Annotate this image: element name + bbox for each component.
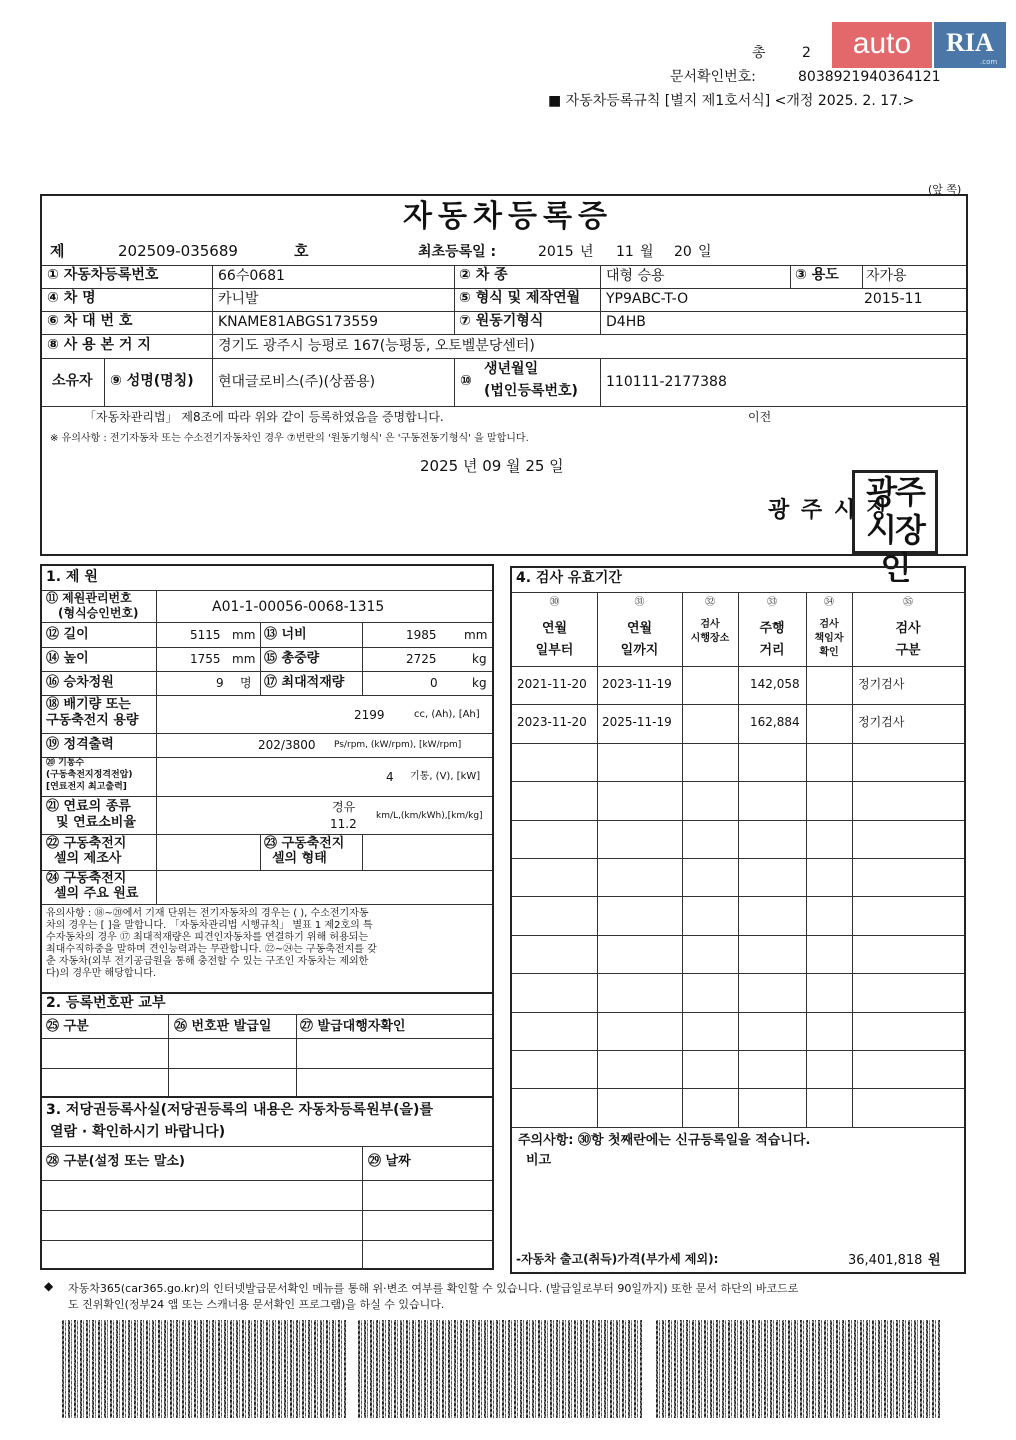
engine-type-value: D4HB <box>606 314 646 330</box>
max-load-label: ⑰ 최대적재량 <box>264 675 345 690</box>
gross-weight-label: ⑮ 총중량 <box>264 651 320 666</box>
corp-no-circle: ⑩ <box>460 373 472 389</box>
battery-form-label-2: 셀의 형태 <box>272 851 327 866</box>
inspection-grid-line <box>597 592 598 1127</box>
first-reg-month: 11 <box>616 244 634 260</box>
spec-title: 1. 제 원 <box>46 569 98 585</box>
cert-grid-line <box>600 265 601 334</box>
inspection-header-label: 검사 <box>700 619 720 630</box>
length-unit: mm <box>232 628 256 642</box>
cylinders-unit: 기통, (V), [kW] <box>410 771 481 782</box>
spec-grid-line <box>42 622 492 623</box>
lien-grid-line <box>362 1146 363 1270</box>
length-label: ⑫ 길이 <box>46 627 89 642</box>
seating-label: ⑯ 승차정원 <box>46 675 114 690</box>
lien-grid-line <box>42 1180 492 1181</box>
inspection-from-date: 2023-11-20 <box>517 715 587 729</box>
inspection-title: 4. 검사 유효기간 <box>516 570 622 586</box>
rated-output-unit: Ps/rpm, (kW/rpm), [kW/rpm] <box>334 740 462 750</box>
plate-title: 2. 등록번호판 교부 <box>46 995 166 1011</box>
official-seal: 광주시장인 <box>852 470 938 554</box>
footer-line-1: 자동차365(car365.go.kr)의 인터넷발급문서확인 메뉴를 통해 위·변조 여부를 확인할 수 있습니다. (발급일로부터 90일까지) 또한 문서 하단의 바코드로 <box>68 1282 799 1295</box>
inspection-kind: 정기검사 <box>858 715 905 729</box>
transfer-label: 이전 <box>748 410 772 424</box>
lien-box <box>40 1096 494 1270</box>
vehicle-type-label: ② 차 종 <box>459 267 508 283</box>
doc-check-label: 문서확인번호: <box>670 69 756 85</box>
inspection-grid-line <box>806 592 807 1127</box>
doc-check-number: 8038921940364121 <box>798 69 941 85</box>
corp-no-value: 110111-2177388 <box>606 374 727 390</box>
cert-grid-line <box>212 265 213 406</box>
inspection-header-label: 거리 <box>759 643 785 658</box>
height-label: ⑭ 높이 <box>46 651 89 666</box>
birth-date-label: 생년월일 <box>484 361 539 377</box>
page-total-label: 총 <box>752 45 766 61</box>
spec-grid-line <box>42 834 492 835</box>
owner-name-label: ⑨ 성명(명칭) <box>110 373 194 389</box>
usage-value: 자가용 <box>866 268 907 284</box>
inspection-header-num: ㉛ <box>634 597 645 608</box>
cert-grid-line <box>862 265 863 288</box>
spec-grid-line <box>156 590 157 904</box>
battery-material-label-2: 셀의 주요 원료 <box>54 886 139 901</box>
vehicle-name-value: 카니발 <box>218 291 259 307</box>
inspection-caution: 주의사항: ㉚항 첫째란에는 신규등록일을 적습니다. <box>518 1133 811 1148</box>
cylinders-label: ⑳ 기통수 <box>46 758 85 768</box>
inspection-grid-line <box>512 896 964 897</box>
battery-maker-label: ㉒ 구동축전지 <box>46 836 127 851</box>
spec-note-line: 유의사항 : ⑱~⑳에서 기재 단위는 전기자동차의 경우는 ( ), 수소전기자동 <box>46 908 369 919</box>
first-reg-year-unit: 년 <box>580 244 594 260</box>
remarks-label: 비고 <box>526 1153 552 1168</box>
front-side-label: (앞 쪽) <box>928 183 962 196</box>
footer-line-2: 도 진위확인(정부24 앱 또는 스캐너용 문서확인 프로그램)을 하실 수 있습니다. <box>68 1298 445 1311</box>
plate-grid-line <box>42 1068 492 1069</box>
engine-type-label: ⑦ 원동기형식 <box>459 313 544 329</box>
issue-date: 2025 년 09 월 25 일 <box>420 457 564 475</box>
corp-no-label: (법인등록번호) <box>484 383 578 399</box>
first-reg-day: 20 <box>674 244 692 260</box>
inspection-header-label: 검사 <box>819 619 839 630</box>
inspection-grid-line <box>512 743 964 744</box>
reg-number-label: ① 자동차등록번호 <box>47 267 159 283</box>
inspection-grid-line <box>852 592 853 1127</box>
model-value: YP9ABC-T-O <box>606 291 689 307</box>
certificate-title: 자동차등록증 <box>403 199 613 234</box>
lien-grid-line <box>42 1240 492 1241</box>
lien-grid-line <box>42 1146 492 1147</box>
autoria-logo-auto: auto <box>832 22 932 68</box>
fuel-cell-output-label: [연료전지 최고출력] <box>46 782 127 792</box>
inspection-grid-line <box>512 704 964 705</box>
base-location-label: ⑧ 사 용 본 거 지 <box>47 337 151 353</box>
cert-grid-line <box>42 406 966 407</box>
inspection-header-label: 일까지 <box>620 643 659 658</box>
footer-bullet: ◆ <box>44 1279 54 1293</box>
battery-material-label: ㉔ 구동축전지 <box>46 871 127 886</box>
width-label: ⑬ 너비 <box>264 627 307 642</box>
certification-statement: 「자동차관리법」 제8조에 따라 위와 같이 등록하였음을 증명합니다. <box>84 410 444 424</box>
rated-output-value: 202/3800 <box>258 738 316 752</box>
plate-grid-line <box>42 1014 492 1015</box>
spec-grid-line <box>42 671 492 672</box>
cert-note: ※ 유의사항 : 전기자동차 또는 수소전기자동차인 경우 ⑦번란의 '원동기형식' 은 '구동전동기형식' 을 말합니다. <box>50 433 529 444</box>
inspection-to-date: 2023-11-19 <box>602 677 672 691</box>
first-reg-label: 최초등록일 : <box>418 244 497 260</box>
price-unit: 원 <box>928 1253 941 1268</box>
displacement-unit: cc, (Ah), [Ah] <box>414 709 480 720</box>
inspection-header-label: 책임자 <box>814 633 844 644</box>
cert-grid-line <box>104 358 105 406</box>
inspection-grid-line <box>512 1050 964 1051</box>
reg-number-value: 66수0681 <box>218 268 285 284</box>
fuel-efficiency-value: 11.2 <box>330 817 357 831</box>
seating-unit: 명 <box>240 676 252 690</box>
first-reg-year: 2015 <box>538 244 574 260</box>
spec-note-line: 차의 경우는 [ ]을 말합니다. 「자동차관리법 시행규칙」 별표 1 제2호의 특 <box>46 920 373 931</box>
owner-name-value: 현대글로비스(주)(상품용) <box>218 374 376 390</box>
spec-mgmt-no-value: A01-1-00056-0068-1315 <box>212 599 385 615</box>
vehicle-name-label: ④ 차 명 <box>47 290 96 306</box>
inspection-grid-line <box>512 666 964 667</box>
inspection-grid-line <box>512 973 964 974</box>
cert-grid-line <box>454 265 455 334</box>
vin-value: KNAME81ABGS173559 <box>218 314 379 330</box>
issuer-name: 광 주 시 장 <box>768 498 890 523</box>
inspection-grid-line <box>512 1127 964 1128</box>
first-reg-day-unit: 일 <box>698 244 712 260</box>
spec-note-line: 춘 자동차(외부 전기공급원을 통해 충전할 수 있는 구조인 자동차는 제외한 <box>46 956 369 967</box>
height-unit: mm <box>232 652 256 666</box>
length-value: 5115 <box>190 628 221 642</box>
plate-grid-line <box>296 1014 297 1098</box>
plate-grid-line <box>42 1038 492 1039</box>
inspection-kind: 정기검사 <box>858 677 905 691</box>
inspection-to-date: 2025-11-19 <box>602 715 672 729</box>
inspection-grid-line <box>512 1088 964 1089</box>
price-label: -자동차 출고(취득)가격(부가세 제외): <box>516 1252 719 1266</box>
inspection-header-num: ㉜ <box>705 597 715 608</box>
model-label: ⑤ 형식 및 제작연월 <box>459 290 581 306</box>
inspection-header-label: 시행장소 <box>690 633 730 644</box>
max-load-value: 0 <box>430 676 438 690</box>
spec-note-line: 최대수직하중을 말하며 견인능력과는 무관합니다. ㉒~㉔는 구동축전지를 갖 <box>46 944 377 955</box>
gross-weight-unit: kg <box>472 652 487 666</box>
inspection-grid-line <box>682 592 683 1127</box>
inspection-mileage: 142,058 <box>750 677 800 691</box>
inspection-header-num: ㉝ <box>767 597 777 608</box>
inspection-from-date: 2021-11-20 <box>517 677 587 691</box>
barcode-noise <box>358 1320 642 1418</box>
cert-grid-line <box>600 358 601 406</box>
barcode-noise <box>656 1320 940 1418</box>
base-location-value: 경기도 광주시 능평로 167(능평동, 오토벨분당센터) <box>218 338 535 354</box>
cert-grid-line <box>42 288 966 289</box>
width-value: 1985 <box>406 628 437 642</box>
spec-grid-line <box>42 647 492 648</box>
price-value: 36,401,818 <box>848 1253 923 1268</box>
inspection-header-label: 일부터 <box>535 643 574 658</box>
inspection-grid-line <box>512 935 964 936</box>
autoria-logo-com: .com <box>980 58 998 66</box>
inspection-grid-line <box>512 1012 964 1013</box>
inspection-header-num: ㉚ <box>549 597 560 608</box>
fuel-efficiency-label: 및 연료소비율 <box>56 815 136 830</box>
lien-category-header: ㉘ 구분(설정 또는 말소) <box>46 1154 185 1169</box>
spec-grid-line <box>260 622 261 695</box>
lien-title-2: 열람 · 확인하시기 바랍니다) <box>50 1124 226 1140</box>
height-value: 1755 <box>190 652 221 666</box>
battery-form-label: ㉓ 구동축전지 <box>264 836 345 851</box>
cert-grid-line <box>42 265 966 266</box>
fuel-type-value: 경유 <box>332 800 356 814</box>
cert-grid-line <box>42 334 966 335</box>
form-rule: ■ 자동차등록규칙 [별지 제1호서식] <개정 2025. 2. 17.> <box>548 93 915 109</box>
inspection-header-num: ㉞ <box>824 597 834 608</box>
battery-maker-label-2: 셀의 제조사 <box>54 851 122 866</box>
inspection-grid-line <box>512 781 964 782</box>
inspection-grid-line <box>738 592 739 1127</box>
inspection-mileage: 162,884 <box>750 715 800 729</box>
inspection-header-label: 주행 <box>759 621 785 636</box>
spec-grid-line <box>362 834 363 870</box>
first-reg-month-unit: 월 <box>640 244 654 260</box>
displacement-label: ⑱ 배기량 또는 <box>46 697 131 712</box>
plate-grid-line <box>168 1014 169 1098</box>
spec-note-line: 다)의 경우만 해당합니다. <box>46 968 157 979</box>
seating-value: 9 <box>216 676 224 690</box>
cylinders-value: 4 <box>386 770 394 784</box>
lien-title: 3. 저당권등록사실(저당권등록의 내용은 자동차등록원부(을)를 <box>46 1102 433 1118</box>
cert-grid-line <box>42 358 966 359</box>
battery-capacity-label: 구동축전지 용량 <box>46 713 139 728</box>
lien-date-header: ㉙ 날짜 <box>368 1154 411 1169</box>
spec-grid-line <box>42 904 492 905</box>
plate-issue-date-header: ㉖ 번호판 발급일 <box>174 1019 272 1034</box>
usage-label: ③ 용도 <box>795 267 839 283</box>
manufacture-date: 2015-11 <box>864 291 923 307</box>
cert-number: 202509-035689 <box>118 242 238 260</box>
inspection-header-label: 확인 <box>819 647 839 658</box>
displacement-value: 2199 <box>354 708 385 722</box>
cert-grid-line <box>42 311 966 312</box>
cert-grid-line <box>454 358 455 406</box>
inspection-header-label: 연월 <box>626 621 653 636</box>
cert-no-suffix: 호 <box>294 242 309 260</box>
page-total-count: 2 <box>802 45 811 61</box>
gross-weight-value: 2725 <box>406 652 437 666</box>
fuel-efficiency-unit: km/L,(km/kWh),[km/kg] <box>376 811 483 821</box>
cert-grid-line <box>790 265 791 288</box>
spec-grid-line <box>42 796 492 797</box>
width-unit: mm <box>464 628 488 642</box>
autoria-logo-ria: RIA <box>934 22 1006 68</box>
fuel-type-label: ㉑ 연료의 종류 <box>46 799 131 814</box>
spec-approval-no-label: (형식승인번호) <box>58 606 139 620</box>
max-load-unit: kg <box>472 676 487 690</box>
spec-grid-line <box>362 622 363 695</box>
barcode-noise <box>62 1320 346 1418</box>
inspection-grid-line <box>512 820 964 821</box>
cert-no-prefix: 제 <box>50 242 65 260</box>
vehicle-type-value: 대형 승용 <box>606 268 665 284</box>
spec-grid-line <box>42 757 492 758</box>
inspection-header-label: 구분 <box>895 643 921 658</box>
inspection-header-num: ㉟ <box>903 597 913 608</box>
spec-note-line: 수자동차의 경우 ⑰ 최대적재량은 피견인자동차를 연결하기 위해 허용되는 <box>46 932 369 943</box>
spec-grid-line <box>42 695 492 696</box>
plate-category-header: ㉕ 구분 <box>46 1019 89 1034</box>
spec-grid-line <box>42 733 492 734</box>
plate-agent-header: ㉗ 발급대행자확인 <box>300 1019 406 1034</box>
owner-label: 소유자 <box>52 373 93 389</box>
inspection-header-label: 검사 <box>895 621 921 636</box>
battery-voltage-label: (구동축전지정격전압) <box>46 770 133 780</box>
inspection-header-label: 연월 <box>541 621 568 636</box>
rated-output-label: ⑲ 정격출력 <box>46 737 114 752</box>
lien-grid-line <box>42 1210 492 1211</box>
spec-grid-line <box>260 834 261 870</box>
vin-label: ⑥ 차 대 번 호 <box>47 313 133 329</box>
spec-mgmt-no-label: ⑪ 제원관리번호 <box>46 591 132 605</box>
inspection-grid-line <box>512 858 964 859</box>
